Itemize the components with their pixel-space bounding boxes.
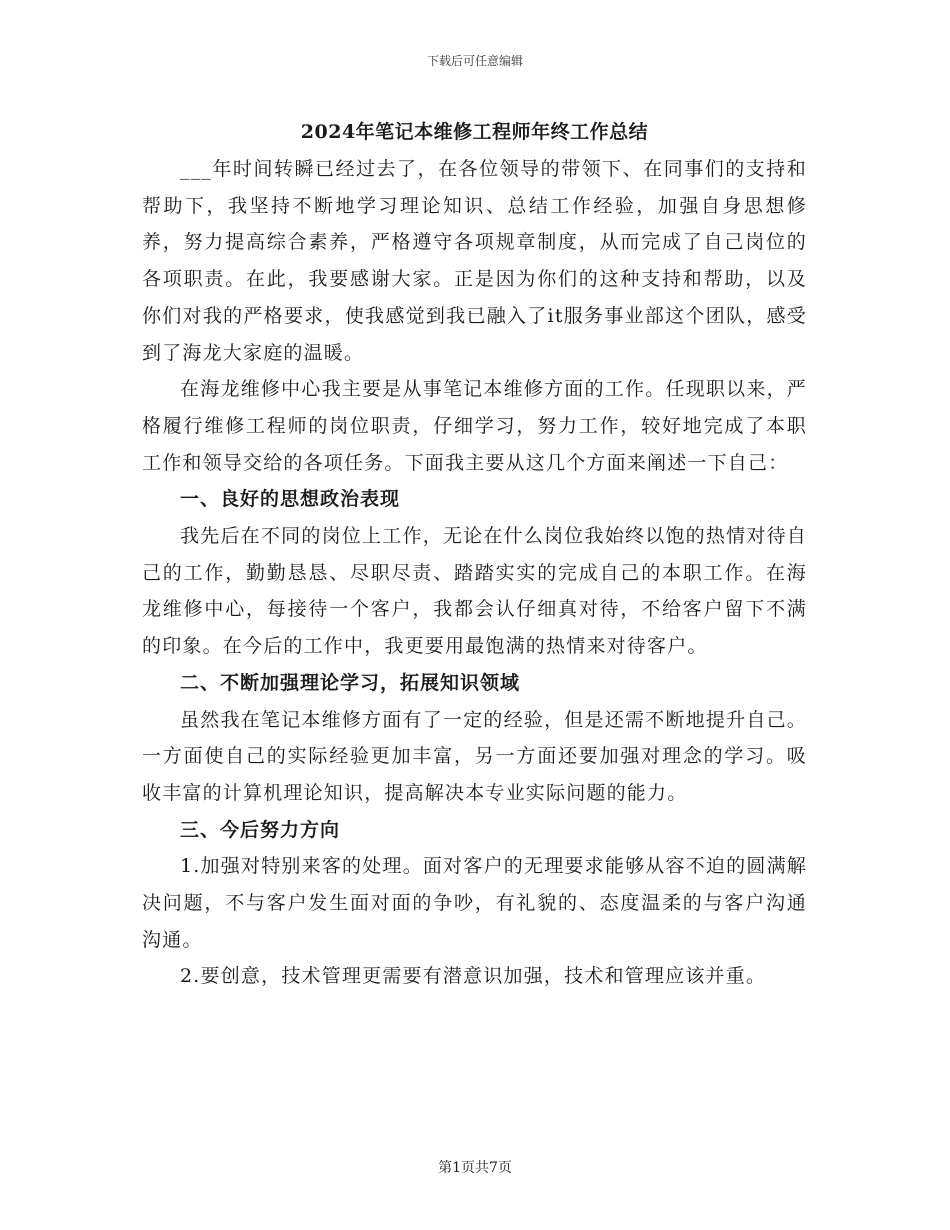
paragraph-section-2: 虽然我在笔记本维修方面有了一定的经验，但是还需不断地提升自己。一方面使自己的实际经验更加丰富，另一方面还要加强对理念的学习。吸收丰富的计算机理论知识，提高解决本专业实际问题的能力。: [142, 708, 807, 804]
document-title: 2024年笔记本维修工程师年终工作总结: [300, 121, 649, 143]
list-item-1: 1.加强对特别来客的处理。面对客户的无理要求能够从容不迫的圆满解决问题，不与客户发生面对面的争吵，有礼貌的、态度温柔的与客户沟通沟通。: [142, 855, 807, 951]
paragraph-section-1: 我先后在不同的岗位上工作，无论在什么岗位我始终以饱的热情对待自己的工作，勤勤恳恳、尽职尽责、踏踏实实的完成自己的本职工作。在海龙维修中心，每接待一个客户，我都会认仔细真对待，不给客户留下不满的印象。在今后的工作中，我更要用最饱满的热情来对待客户。: [142, 525, 807, 658]
paragraph-overview: 在海龙维修中心我主要是从事笔记本维修方面的工作。任现职以来，严格履行维修工程师的岗位职责，仔细学习，努力工作，较好地完成了本职工作和领导交给的各项任务。下面我主要从这几个方面来阐述一下自己：: [142, 378, 807, 474]
document-body: [142, 115, 807, 995]
section-heading-1: 一、良好的思想政治表现: [180, 488, 401, 511]
section-heading-2: 二、不断加强理论学习，拓展知识领域: [180, 671, 521, 694]
section-heading-3: 三、今后努力方向: [180, 818, 341, 841]
page-footer: 第1页共7页: [438, 1160, 512, 1176]
header-note: 下载后可任意编辑: [426, 54, 523, 68]
list-item-2: 2.要创意，技术管理更需要有潜意识加强，技术和管理应该并重。: [180, 965, 767, 988]
paragraph-intro: ___年时间转瞬已经过去了，在各位领导的带领下、在同事们的支持和帮助下，我坚持不断地学习理论知识、总结工作经验，加强自身思想修养，努力提高综合素养，严格遵守各项规章制度，从而完成了自己岗位的各项职责。在此，我要感谢大家。正是因为你们的这种支持和帮助，以及你们对我的严格要求，使我感觉到我已融入了it服务事业部这个团队，感受到了海龙大家庭的温暖。: [142, 158, 807, 364]
